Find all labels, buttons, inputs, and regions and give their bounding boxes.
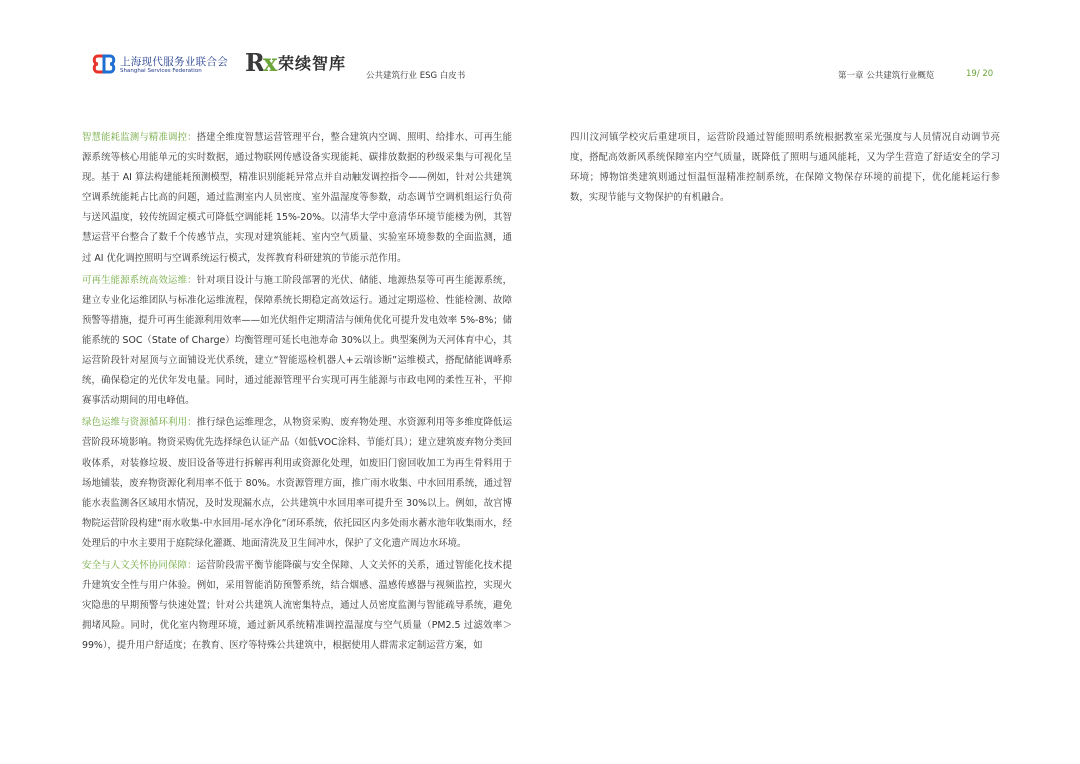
paragraph-heading: 可再生能源系统高效运维： <box>82 274 197 286</box>
federation-name-en: Shanghai Services Federation <box>120 68 202 74</box>
paragraph-body: 搭建全维度智慧运营管理平台，整合建筑内空调、照明、给排水、可再生能源系统等核心用能单元的实时数据，通过物联网传感设备实现能耗、碳排放数据的秒级采集与可视化呈现。基于 AI 算法构建能耗预测模型，精准识别能耗异常点并自动触发调控指令——例如，针对公共建筑空调系统能耗占比高的问题，通过监测室内人员密度、室外温湿度等参数，动态调节空调机组运行负荷与送风温度，较传统固定模式可降低空调能耗 15%-20%。以清华大学中意清华环境节能楼为例，其智慧运营平台整合了数千个传感节点，实现对建筑能耗、室内空气质量、实验室环境参数的全面监测，通过 AI 优化调控照明与空调系统运行模式，发挥教育科研建筑的节能示范作用。 <box>82 132 512 264</box>
page-header <box>0 0 1080 100</box>
paragraph-safety-care <box>82 556 512 656</box>
paragraph-renewable-energy <box>82 271 512 412</box>
rx-brand-mark: Rx <box>245 48 276 77</box>
paragraph-body: 针对项目设计与施工阶段部署的光伏、储能、地源热泵等可再生能源系统，建立专业化运维团队与标准化运维流程，保障系统长期稳定高效运行。通过定期巡检、性能检测、故障预警等措施，提升可再生能源利用效率——如光伏组件定期清洁与倾角优化可提升发电效率 5%-8%；储能系统的 SOC（State of Charge）均衡管理可延长电池寿命 30%以上。典型案例为天河体育中心，其运营阶段针对屋顶与立面铺设光伏系统，建立“智能巡检机器人+云端诊断”运维模式，搭配储能调峰系统，确保稳定的光伏年发电量。同时，通过能源管理平台实现可再生能源与市政电网的柔性互补，平抑赛事活动期间的用电峰值。 <box>82 274 512 407</box>
federation-logo-icon <box>92 52 116 76</box>
book-title: 公共建筑行业 ESG 白皮书 <box>366 71 466 81</box>
chapter-title: 第一章 公共建筑行业概览 <box>838 71 935 81</box>
paragraph-heading: 绿色运维与资源循环利用： <box>82 417 197 429</box>
paragraph-continued <box>570 128 1000 208</box>
paragraph-heading: 安全与人文关怀协同保障： <box>82 559 197 571</box>
federation-name-cn: 上海现代服务业联合会 <box>120 56 228 68</box>
paragraph-green-operations <box>82 413 512 554</box>
right-text-column <box>570 128 1000 210</box>
paragraph-energy-monitoring <box>82 128 512 269</box>
paragraph-body: 推行绿色运维理念，从物资采购、废弃物处理、水资源利用等多维度降低运营阶段环境影响。物资采购优先选择绿色认证产品（如低VOC涂料、节能灯具）；建立建筑废弃物分类回收体系，对装修垃圾、废旧设备等进行拆解再利用或资源化处理，如废旧门窗回收加工为再生骨料用于场地铺装，废弃物资源化利用率不低于 80%。水资源管理方面，推广雨水收集、中水回用系统，通过智能水表监测各区域用水情况，及时发现漏水点，公共建筑中水回用率可提升至 30%以上。例如，故宫博物院运营阶段构建“雨水收集-中水回用-尾水净化”闭环系统，依托园区内多处雨水蓄水池年收集雨水，经处理后的中水主要用于庭院绿化灌溉、地面清洗及卫生间冲水，保护了文化遗产周边水环境。 <box>82 417 512 549</box>
page-number: 19/ 20 <box>966 69 994 79</box>
paragraph-heading: 智慧能耗监测与精准调控： <box>82 132 197 143</box>
left-text-column <box>82 128 512 658</box>
brand-name: 荣续智库 <box>278 54 347 73</box>
paragraph-body: 四川汶河镇学校灾后重建项目，运营阶段通过智能照明系统根据教室采光强度与人员情况自动调节亮度，搭配高效新风系统保障室内空气质量，既降低了照明与通风能耗，又为学生营造了舒适安全的学习环境；博物馆类建筑则通过恒温恒湿精准控制系统，在保障文物保存环境的前提下，优化能耗运行参数，实现节能与文物保护的有机融合。 <box>570 132 1000 204</box>
paragraph-body: 运营阶段需平衡节能降碳与安全保障、人文关怀的关系，通过智能化技术提升建筑安全性与用户体验。例如，采用智能消防预警系统，结合烟感、温感传感器与视频监控，实现火灾隐患的早期预警与快速处置；针对公共建筑人流密集特点，通过人员密度监测与智能疏导系统，避免拥堵风险。同时，优化室内物理环境，通过新风系统精准调控温湿度与空气质量（PM2.5 过滤效率＞99%），提升用户舒适度；在教育、医疗等特殊公共建筑中，根据使用人群需求定制运营方案，如 <box>82 559 512 652</box>
